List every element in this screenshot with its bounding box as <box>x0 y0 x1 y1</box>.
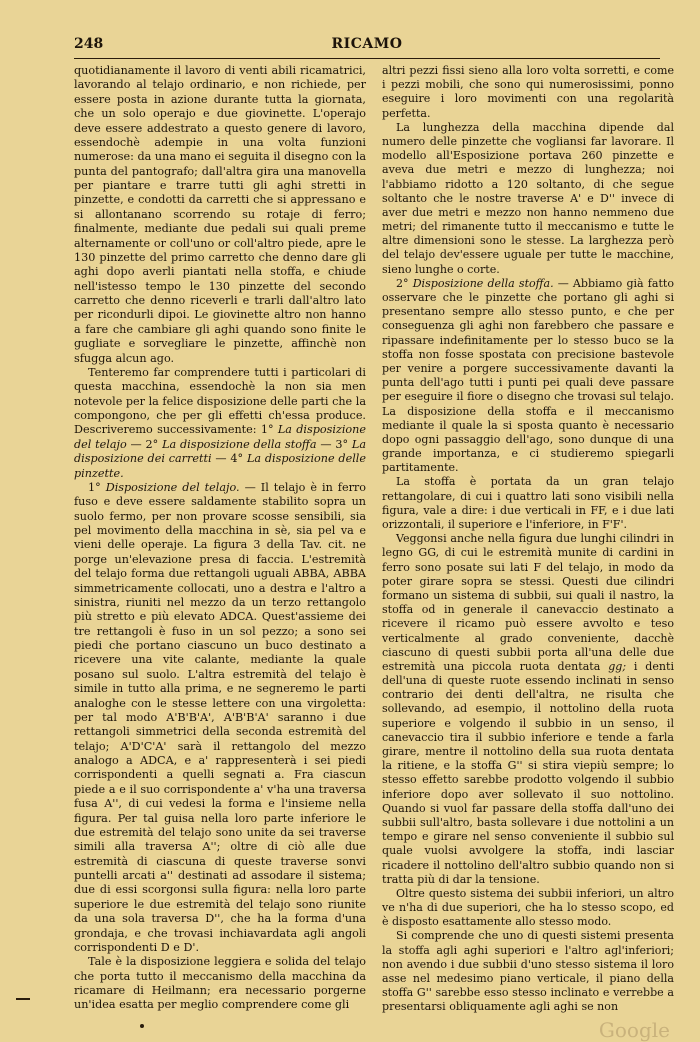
scan-watermark: Google <box>598 1018 670 1042</box>
section-title: La disposizione delle pinzette. <box>74 452 366 480</box>
section-number: 1° <box>88 480 106 494</box>
section-number: 2° <box>396 276 413 290</box>
paragraph-text: Tenteremo far comprendere tutti i particolari di questa macchina, essendochè la non sia men notevole per la felice disposizione delle parti che la compongono, che per gli effetti ch'essa produce. Descriveremo successivamente: 1° <box>74 365 366 437</box>
section-title: La disposizione della stoffa <box>162 437 317 451</box>
paragraph <box>74 366 366 481</box>
paragraph-text: Veggonsi anche nella figura due lunghi cilindri in legno GG, di cui le estremità munite di cardini in ferro sono posate sui lati F del telajo, in modo da poter girare sopra se stessi. Questi due cilindri formano un sistema di subbii, sui quali il nastro, la stoffa od in generale il canevaccio destinato a ricevere il ricamo può essere avvolto e teso verticalmente al grado conveniente, dacchè ciascuno di questi subbii porta all'una delle due estremità una piccola ruota dentata <box>382 532 674 673</box>
separator: — 2° <box>126 437 163 451</box>
left-column <box>74 64 366 1013</box>
paragraph: altri pezzi fissi sieno alla loro volta sorretti, e come i pezzi mobili, che sono qui numerosissimi, ponno eseguire i loro movimenti con una regolarità perfetta. <box>382 64 674 120</box>
inline-italic: gg; <box>608 659 627 673</box>
section-title: La disposizione del telajo <box>74 423 366 451</box>
paragraph-text: i denti dell'una di queste ruote essendo inclinati in senso contrario dei denti dell'altra, ne risulta che sollevando, ad esempio, il nottolino della ruota superiore e volgendo il subbio in un senso, il canevaccio tira il subbio inferiore e tende a farla girare, mentre il nottolino della sua ruota dentata la ritiene, e la stoffa G'' si stira viepiù sempre; lo stesso effetto sarebbe prodotto volgendo il subbio inferiore dopo aver sollevato il suo nottolino. Quando si vuol far passare della stoffa dall'uno dei subbii sull'altro, basta sollevare i due nottolini a un tempo e girare nel senso conveniente il subbio sul quale vuolsi avvolgere la stoffa, indi lasciar ricadere il nottolino dell'altro subbio quando non si tratta più di dar la tensione. <box>382 659 674 886</box>
paragraph <box>74 481 366 955</box>
header-rule <box>74 58 660 59</box>
section-heading: Disposizione del telajo. <box>105 480 240 494</box>
margin-mark <box>16 998 30 1000</box>
ink-spot <box>140 1024 144 1028</box>
section-heading: Disposizione della stoffa. <box>412 276 554 290</box>
section-title: La disposizione dei carretti <box>74 437 366 466</box>
page-header <box>74 36 660 56</box>
paragraph-text: — Abbiamo già fatto osservare che le pinzette che portano gli aghi si presentano sempre allo stesso punto, e che per conseguenza gli aghi non farebbero che passare e ripassare indefinitamente per lo stesso buco se la stoffa non fosse spostata con precisione bastevole per venire a porgere successivamente davanti la punta dell'ago tutti i punti pei quali deve passare per eseguire il fiore o disegno che trovasi sul telajo. La disposizione della stoffa e il meccanismo mediante il quale la si sposta quanto è necessario dopo ogni passaggio dell'ago, sono dunque di una grande importanza, e ci studieremo spiegarli partitamente. <box>382 276 674 475</box>
paragraph: Oltre questo sistema dei subbii inferiori, un altro ve n'ha di due superiori, che ha lo stesso scopo, ed è disposto esattamente allo stesso modo. <box>382 886 674 929</box>
paragraph-text: — Il telajo è in ferro fuso e deve essere saldamente stabilito sopra un suolo fermo, per non provare scosse sensibili, sia pel movimento della macchina in sè, sia pel va e vieni delle operaje. La figura 3 della Tav. cit. ne porge un'elevazione presa di faccia. L'estremità del telajo forma due rettangoli uguali ABBA, ABBA simmetricamente collocati, uno a destra e l'altro a sinistra, riuniti nel mezzo da un terzo rettangolo più stretto e più elevato ADCA. Quest'assieme dei tre rettangoli è fuso in un sol pezzo; a sono sei piedi che portano ciascuno un buco destinato a ricevere una vite calante, mediante la quale posano sul suolo. L'altra estremità del telajo è simile in tutto alla prima, e ne segneremo le parti analoghe con le stesse lettere con una virgoletta: per tal modo A'B'B'A', A'B'B'A' saranno i due rettangoli simmetrici della seconda estremità del telajo; A'D'C'A' sarà il rettangolo del mezzo analogo a ADCA, e a' rappresenterà i sei piedi corrispondenti a quelli segnati a. Fra ciascun piede a e il suo corrispondente a' v'ha una traversa fusa A'', di cui vedesi la forma e l'insieme nella figura. Per tal guisa nella loro parte inferiore le due estremità del telajo sono unite da sei traverse simili alla traversa A''; oltre di ciò alle due estremità di ciascuna di queste traverse sonvi puntelli arcati a'' destinati ad assodare il sistema; due di essi scorgonsi sulla figura: nella loro parte superiore le due estremità del telajo sono riunite da una sola traversa D'', che ha la forma d'una grondaja, e che trovasi inchiavardata agli angoli corrispondenti D e D'. <box>74 480 366 954</box>
paragraph <box>382 532 674 887</box>
paragraph <box>382 277 674 476</box>
separator: — 3° <box>316 437 352 451</box>
paragraph: Tale è la disposizione leggiera e solida del telajo che porta tutto il meccanismo della macchina da ricamare di Heilmann; era necessario porgerne un'idea esatta per meglio comprendere come gli <box>74 955 366 1012</box>
right-column <box>382 64 674 1015</box>
separator: — 4° <box>211 452 247 466</box>
paragraph: Si comprende che uno di questi sistemi presenta la stoffa agli aghi superiori e l'altro agl'inferiori; non avendo i due subbii d'uno stesso sistema il loro asse nel medesimo piano verticale, il piano della stoffa G'' sarebbe esso stesso inclinato e verrebbe a presentarsi obliquamente agli aghi se non <box>382 929 674 1014</box>
paragraph: La lunghezza della macchina dipende dal numero delle pinzette che vogliansi far lavorare. Il modello all'Esposizione portava 260 pinzette e aveva due metri e mezzo di lunghezza; noi l'abbiamo ridotto a 120 soltanto, di che segue soltanto che le nostre traverse A' e D'' invece di aver due metri e mezzo non hanno nemmeno due metri; del rimanente tutto il meccanismo e tutte le altre dimensioni sono le stesse. La larghezza però del telajo dev'essere uguale per tutte le macchine, sieno lunghe o corte. <box>382 120 674 276</box>
running-head: RICAMO <box>331 36 403 52</box>
page-number: 248 <box>74 36 104 52</box>
paragraph: La stoffa è portata da un gran telajo rettangolare, di cui i quattro lati sono visibili nella figura, vale a dire: i due verticali in FF, e i due lati orizzontali, il superiore e l'inferiore, in F'F'. <box>382 475 674 531</box>
paragraph: quotidianamente il lavoro di venti abili ricamatrici, lavorando al telajo ordinario, e non richiede, per essere posta in azione durante tutta la giornata, che un solo operajo e due giovinette. L'operajo deve essere addestrato a questo genere di lavoro, essendochè adempie in una volta funzioni numerose: da una mano ei seguita il disegno con la punta del pantografo; dall'altra gira una manovella per piantare e trarre tutti gli aghi stretti in pinzette, e condotti da carretti che si appressano e si allontanano scorrendo su rotaje di ferro; finalmente, mediante due pedali sui quali preme alternamente or coll'uno or coll'altro piede, apre le 130 pinzette del primo carretto che denno dare gli aghi dopo averli piantati nella stoffa, e chiude nell'istesso tempo le 130 pinzette del secondo carretto che denno riceverli e trarli dall'altro lato per ricondurli dipoi. Le giovinette altro non hanno a fare che cambiare gli aghi quando sono finite le gugliate e sorvegliare le pinzette, affinchè non sfugga alcun ago. <box>74 64 366 365</box>
